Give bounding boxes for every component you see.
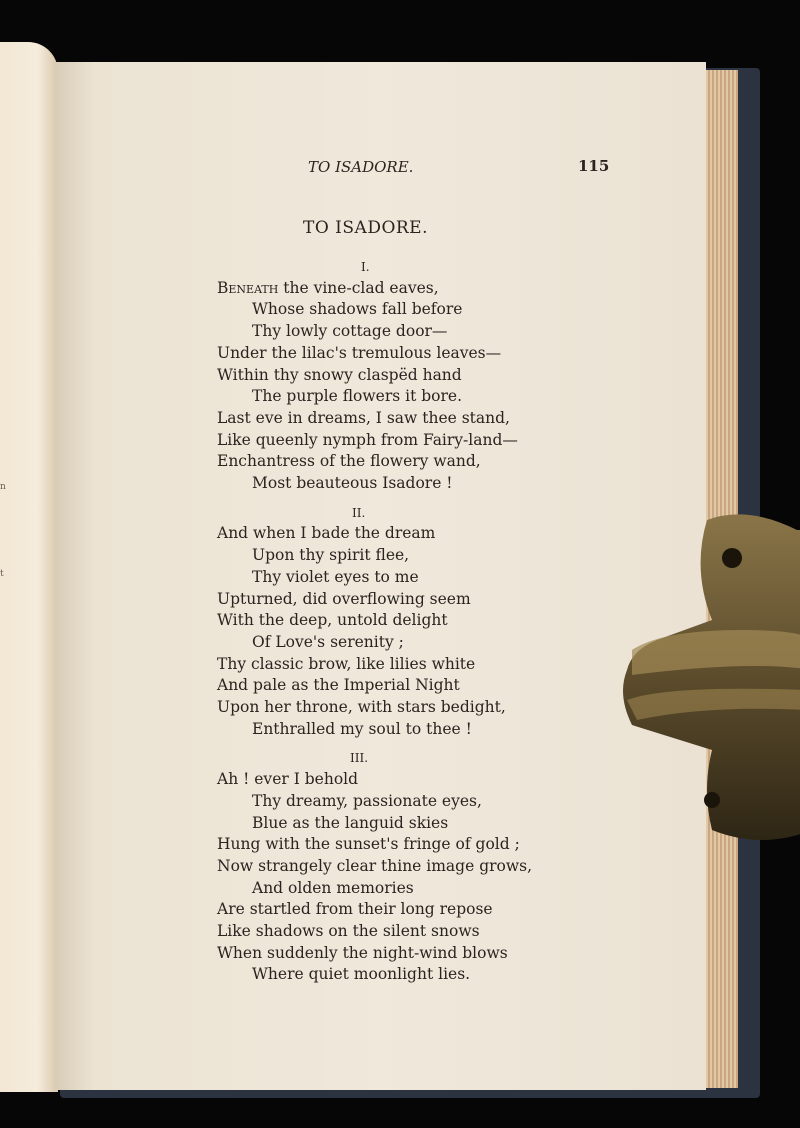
stanza-numeral: I. bbox=[361, 260, 370, 274]
poem-line: Thy lowly cottage door— bbox=[252, 322, 448, 341]
poem-line: Upon thy spirit flee, bbox=[252, 546, 410, 565]
right-page bbox=[56, 62, 706, 1090]
poem-line: With the deep, untold delight bbox=[217, 611, 448, 630]
poem-line: Now strangely clear thine image grows, bbox=[217, 856, 533, 875]
left-page-fragment: t bbox=[0, 569, 4, 579]
poem-line: Upturned, did overflowing seem bbox=[217, 589, 471, 608]
poem-line: Upon her throne, with stars bedight, bbox=[217, 698, 506, 716]
left-page bbox=[0, 42, 58, 1092]
brass-page-clip-icon bbox=[612, 510, 800, 845]
stanza-numeral: III. bbox=[350, 751, 369, 766]
running-header: TO ISADORE. bbox=[308, 158, 414, 176]
poem-line: Under the lilac's tremulous leaves— bbox=[217, 343, 502, 362]
poem-line: Of Love's serenity ; bbox=[252, 632, 404, 651]
poem-line: Where quiet moonlight lies. bbox=[252, 965, 471, 984]
poem-line: The purple flowers it bore. bbox=[252, 387, 462, 406]
poem-line: Thy classic brow, like lilies white bbox=[217, 654, 476, 673]
poem-line-lead: Beneath bbox=[217, 278, 279, 297]
poem-line: Like queenly nymph from Fairy-land— bbox=[217, 430, 518, 449]
left-page-fragment: n bbox=[0, 482, 6, 492]
poem-line-text: the vine-clad eaves, bbox=[278, 278, 439, 297]
poem-line: Ah ! ever I behold bbox=[217, 770, 359, 789]
stanza-numeral: II. bbox=[352, 505, 366, 520]
poem-line: Thy violet eyes to me bbox=[252, 567, 419, 586]
poem-line: Last eve in dreams, I saw thee stand, bbox=[217, 408, 510, 427]
poem-line: And when I bade the dream bbox=[217, 524, 436, 543]
poem-line: Enthralled my soul to thee ! bbox=[252, 719, 472, 738]
poem-line: Most beauteous Isadore ! bbox=[252, 474, 453, 492]
page-number: 115 bbox=[578, 157, 610, 175]
poem-line: Enchantress of the flowery wand, bbox=[217, 452, 481, 471]
poem-line: Thy dreamy, passionate eyes, bbox=[252, 791, 482, 810]
poem-line bbox=[217, 279, 439, 297]
poem-line: Blue as the languid skies bbox=[252, 813, 449, 832]
poem-line: When suddenly the night-wind blows bbox=[217, 943, 508, 962]
poem-line: Hung with the sunset's fringe of gold ; bbox=[217, 835, 520, 854]
poem-line: Are startled from their long repose bbox=[217, 900, 493, 919]
poem-line: Within thy snowy claspëd hand bbox=[217, 365, 462, 384]
poem-line: And pale as the Imperial Night bbox=[217, 676, 460, 695]
poem-title: TO ISADORE. bbox=[303, 218, 428, 238]
poem-line: And olden memories bbox=[252, 878, 414, 897]
poem-line: Whose shadows fall before bbox=[252, 300, 463, 319]
poem-line: Like shadows on the silent snows bbox=[217, 922, 480, 940]
